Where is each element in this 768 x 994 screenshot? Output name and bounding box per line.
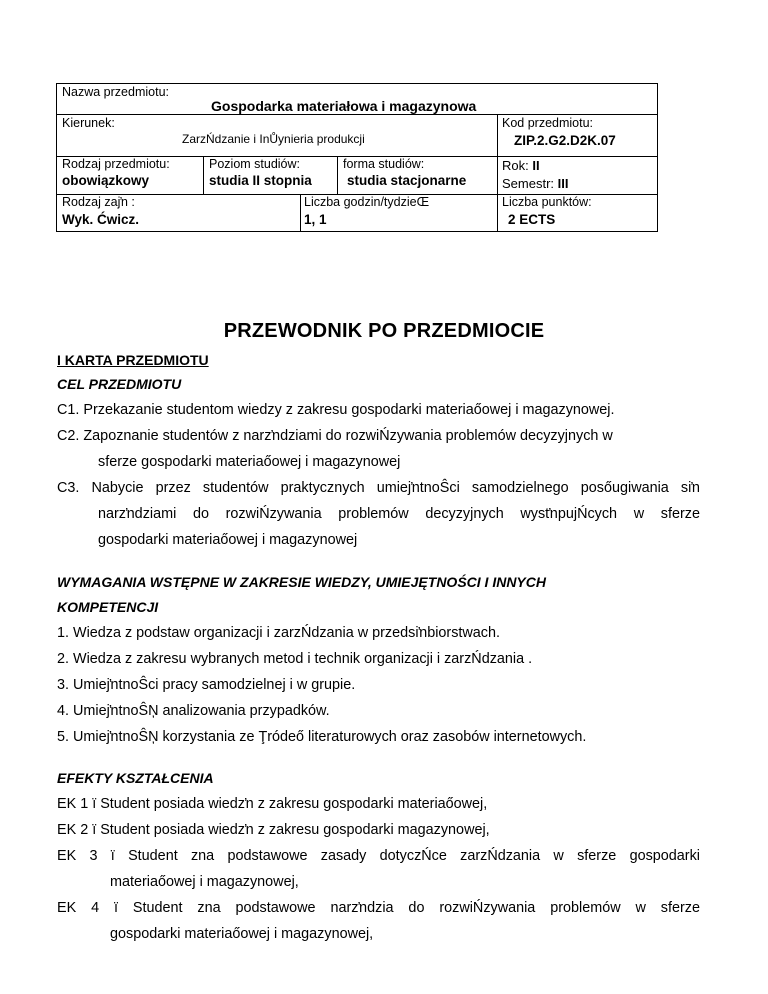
requirement-item: 5. UmiejŉtnoŜŅ korzystania ze Ţródeő literaturowych oraz zasobów internetowych.: [57, 729, 587, 745]
subject-type-cell: [56, 156, 203, 194]
classes-type-cell: [56, 194, 300, 232]
effect-item: EK 3 ï Student zna podstawowe zasady dotyczŃce zarzŃdzania w sferze gospodarki: [57, 848, 700, 864]
code-label: Kod przedmiotu:: [502, 116, 594, 130]
points-value: 2 ECTS: [508, 212, 556, 227]
form-value: studia stacjonarne: [347, 173, 467, 188]
hours-value: 1, 1: [304, 212, 327, 227]
goal-heading: CEL PRZEDMIOTU: [57, 376, 182, 392]
hours-cell: [300, 194, 497, 232]
direction-label: Kierunek:: [62, 116, 115, 130]
effect-item: materiaőowej i magazynowej,: [110, 874, 299, 890]
level-value: studia II stopnia: [209, 173, 312, 188]
requirement-item: 2. Wiedza z zakresu wybranych metod i technik organizacji i zarzŃdzania .: [57, 651, 533, 667]
subject-type-value: obowiązkowy: [62, 173, 150, 188]
classes-type-value: Wyk. Ćwicz.: [62, 212, 140, 227]
level-label: Poziom studiów:: [209, 157, 301, 171]
requirement-item: 1. Wiedza z podstaw organizacji i zarzŃdzania w przedsiŉbiorstwach.: [57, 625, 500, 641]
semester-value: III: [557, 176, 569, 191]
points-label: Liczba punktów:: [502, 195, 592, 209]
direction-cell: [56, 114, 497, 156]
effect-item: EK 2 ï Student posiada wiedzŉ z zakresu gospodarki magazynowej,: [57, 822, 490, 838]
year-label: Rok:: [502, 158, 529, 173]
form-label: forma studiów:: [343, 157, 425, 171]
effect-item: EK 1 ï Student posiada wiedzŉ z zakresu gospodarki materiaőowej,: [57, 796, 488, 812]
goal-item: narzŉdziami do rozwiŃzywania problemów decyzyjnych wystŉpujŃcych w sferze: [98, 506, 700, 522]
year-value: II: [532, 158, 540, 173]
hours-label: Liczba godzin/tydzieŒ: [304, 195, 430, 209]
points-cell: [497, 194, 658, 232]
goal-item: sferze gospodarki materiaőowej i magazynowej: [98, 454, 401, 470]
goal-item: C2. Zapoznanie studentów z narzŉdziami do rozwiŃzywania problemów decyzyjnych w: [57, 428, 613, 444]
direction-value: ZarzŃdzanie i InŮynieria produkcji: [182, 132, 365, 146]
effect-item: gospodarki materiaőowej i magazynowej,: [110, 926, 374, 942]
semester-label: Semestr:: [502, 176, 555, 191]
goal-item: gospodarki materiaőowej i magazynowej: [98, 532, 358, 548]
code-cell: [497, 114, 658, 156]
level-cell: [203, 156, 337, 194]
form-cell: [337, 156, 497, 194]
effects-heading: EFEKTY KSZTAŁCENIA: [57, 770, 214, 786]
subject-label: Nazwa przedmiotu:: [62, 85, 169, 99]
subject-cell: [56, 83, 658, 114]
subject-value: Gospodarka materiałowa i magazynowa: [211, 98, 477, 114]
code-value: ZIP.2.G2.D2K.07: [514, 133, 616, 148]
course-info-table: [56, 83, 658, 232]
requirement-item: 4. UmiejŉtnoŜŅ analizowania przypadków.: [57, 703, 330, 719]
effect-item: EK 4 ï Student zna podstawowe narzŉdzia do rozwiŃzywania problemów w sferze: [57, 900, 700, 916]
subject-type-label: Rodzaj przedmiotu:: [62, 157, 170, 171]
requirements-heading-cont: KOMPETENCJI: [57, 599, 159, 615]
year-semester-cell: [497, 156, 658, 194]
goal-item: C3. Nabycie przez studentów praktycznych umiejŉtnoŜci samodzielnego posőugiwania siŉ: [57, 480, 700, 496]
card-heading: I KARTA PRZEDMIOTU: [57, 352, 209, 368]
requirement-item: 3. UmiejŉtnoŜci pracy samodzielnej i w grupie.: [57, 677, 356, 693]
classes-type-label: Rodzaj zajŉ :: [62, 195, 135, 209]
page-title: PRZEWODNIK PO PRZEDMIOCIE: [223, 320, 545, 342]
goal-item: C1. Przekazanie studentom wiedzy z zakresu gospodarki materiaőowej i magazynowej.: [57, 402, 615, 418]
requirements-heading: WYMAGANIA WSTĘPNE W ZAKRESIE WIEDZY, UMIEJĘTNOŚCI I INNYCH: [57, 574, 546, 590]
